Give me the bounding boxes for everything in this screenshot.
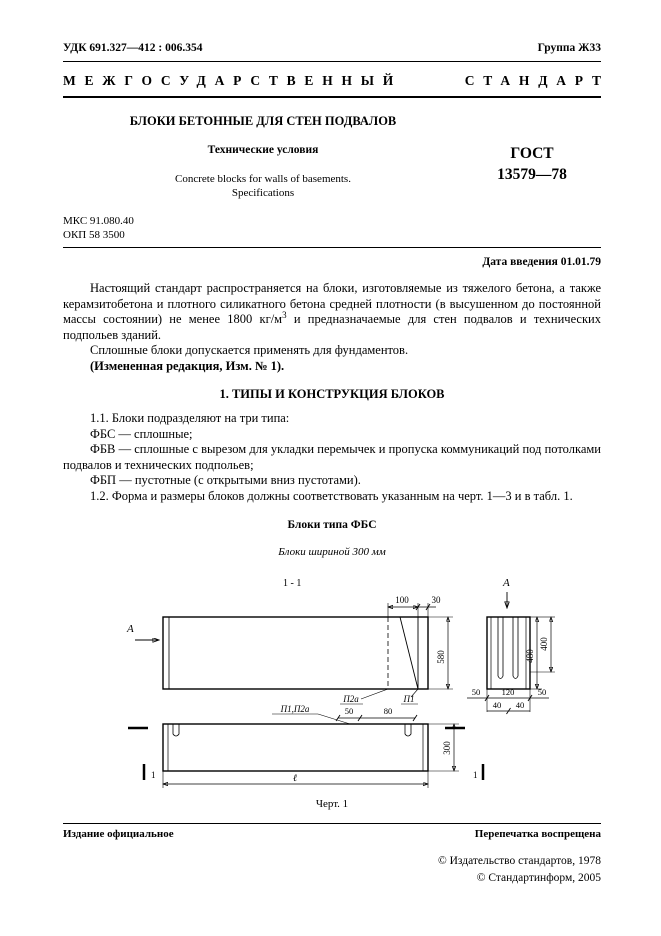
- elevation-view: [128, 704, 483, 788]
- gost-designation: [463, 114, 601, 201]
- top-rule: [63, 61, 601, 62]
- copyright-line-1: © Издательство стандартов, 1978: [437, 855, 601, 868]
- cut-label-left: 1: [151, 770, 156, 781]
- dim-50-elev-label: 50: [344, 706, 354, 717]
- clause-1-2: 1.2. Форма и размеры блоков должны соответствовать указанным на черт. 1—3 и в табл. 1.: [90, 488, 573, 503]
- intro-paragraph-1: [63, 281, 601, 343]
- classification-codes: [63, 214, 601, 243]
- leader-line: [361, 689, 388, 699]
- reprint-prohibited-label: Перепечатка воспрещена: [474, 828, 601, 841]
- title-left-column: [63, 114, 463, 201]
- group-code: Группа Ж33: [537, 42, 601, 54]
- superscript-3: 3: [282, 309, 287, 320]
- dim-40-left-label: 40: [492, 700, 502, 711]
- intro-paragraph-1-text: Настоящий стандарт распространяется на блоки, изготовляемые из тяжелого бетона, а также керамзитобетона и плотного силикатного бетона средней плотности (в высушенном до постоянной массы состоянии) не менее 1800 кг/м: [63, 281, 601, 327]
- document-subtitle: Технические условия: [207, 144, 319, 156]
- dim-50-right-label: 50: [537, 687, 547, 698]
- intro-paragraph-2: Сплошные блоки допускается применять для фундаментов.: [90, 343, 409, 358]
- header-rule: [63, 96, 601, 98]
- elevation-slot-right: [405, 724, 411, 736]
- block-type-fbs: ФБС — сплошные;: [90, 426, 193, 441]
- dim-120-label: 120: [501, 687, 515, 698]
- view-a-label-left: А: [127, 623, 134, 636]
- label-p1-p2a: П1,П2а: [280, 704, 310, 715]
- dim-100-label: 100: [395, 595, 409, 606]
- dim-80-label: 80: [383, 706, 393, 717]
- label-p2a: П2а: [343, 694, 359, 705]
- amendment-note: (Измененная редакция, Изм. № 1).: [90, 358, 285, 373]
- dim-580-label: 580: [436, 650, 446, 664]
- introduction-date: Дата введения 01.01.79: [482, 256, 601, 269]
- intro-paragraph-1-end: и предназначаемые для стен подвалов и технических подпольев зданий.: [63, 312, 601, 342]
- figure-caption-type: Блоки типа ФБС: [287, 519, 377, 532]
- title-block: [63, 114, 601, 201]
- block-type-fbp: ФБП — пустотные (с открытыми вниз пустотами).: [90, 473, 361, 488]
- section-1-heading: 1. ТИПЫ И КОНСТРУКЦИЯ БЛОКОВ: [219, 387, 445, 402]
- figure-1-number: Черт. 1: [315, 798, 349, 811]
- end-view-groove-left: [498, 617, 503, 679]
- mks-code: МКС 91.080.40: [63, 214, 134, 227]
- copyright-block: [63, 853, 601, 886]
- standard-type-header: [63, 73, 610, 89]
- top-codes-row: [63, 42, 601, 54]
- figure-1-drawing: [55, 562, 605, 794]
- udk-number: УДК 691.327—412 : 006.354: [63, 42, 203, 54]
- end-view-outline: [487, 617, 530, 689]
- label-p1: П1: [403, 694, 415, 705]
- plan-view: [126, 578, 453, 704]
- codes-rule: [63, 247, 601, 248]
- document-title-english: Concrete blocks for walls of basements.: [175, 173, 351, 185]
- view-a-label-top: А: [503, 577, 510, 590]
- document-subtitle-english: Specifications: [231, 186, 295, 199]
- dim-300-label: 300: [442, 741, 452, 755]
- section-1-1-label: 1 - 1: [283, 578, 302, 590]
- elevation-outline: [163, 724, 428, 771]
- plan-groove-diagonal: [400, 617, 418, 689]
- end-view-groove-right: [513, 617, 518, 679]
- gost-number: 13579—78: [497, 165, 567, 183]
- footer-row: [63, 828, 601, 840]
- gost-label: ГОСТ: [510, 145, 554, 162]
- figure-caption-width: Блоки шириной 300 мм: [278, 546, 386, 559]
- dim-480-label: 480: [525, 649, 535, 663]
- standard-type-word1: МЕЖГОСУДАРСТВЕННЫЙ: [63, 73, 403, 88]
- dim-40-right-label: 40: [515, 700, 525, 711]
- dim-30-label: 30: [431, 595, 441, 606]
- end-view: [467, 577, 555, 714]
- copyright-line-2: © Стандартинформ, 2005: [476, 871, 601, 884]
- dim-400-label: 400: [539, 637, 549, 651]
- official-edition-label: Издание официальное: [63, 828, 174, 841]
- dim-length-label: ℓ: [292, 773, 298, 785]
- document-title: БЛОКИ БЕТОННЫЕ ДЛЯ СТЕН ПОДВАЛОВ: [129, 114, 397, 128]
- cut-label-right: 1: [473, 770, 478, 781]
- block-type-fbv: ФБВ — сплошные с вырезом для укладки перемычек и пропуска коммуникаций под потолками подвалов и технических подпольев;: [63, 442, 601, 472]
- elevation-slot-left: [173, 724, 179, 736]
- standard-type-word2: СТАНДАРТ: [464, 73, 610, 88]
- footer-rule: [63, 823, 601, 824]
- dim-50-left-label: 50: [471, 687, 481, 698]
- clause-1-1: 1.1. Блоки подразделяют на три типа:: [90, 411, 290, 426]
- technical-drawing: [55, 562, 605, 794]
- okp-code: ОКП 58 3500: [63, 228, 125, 241]
